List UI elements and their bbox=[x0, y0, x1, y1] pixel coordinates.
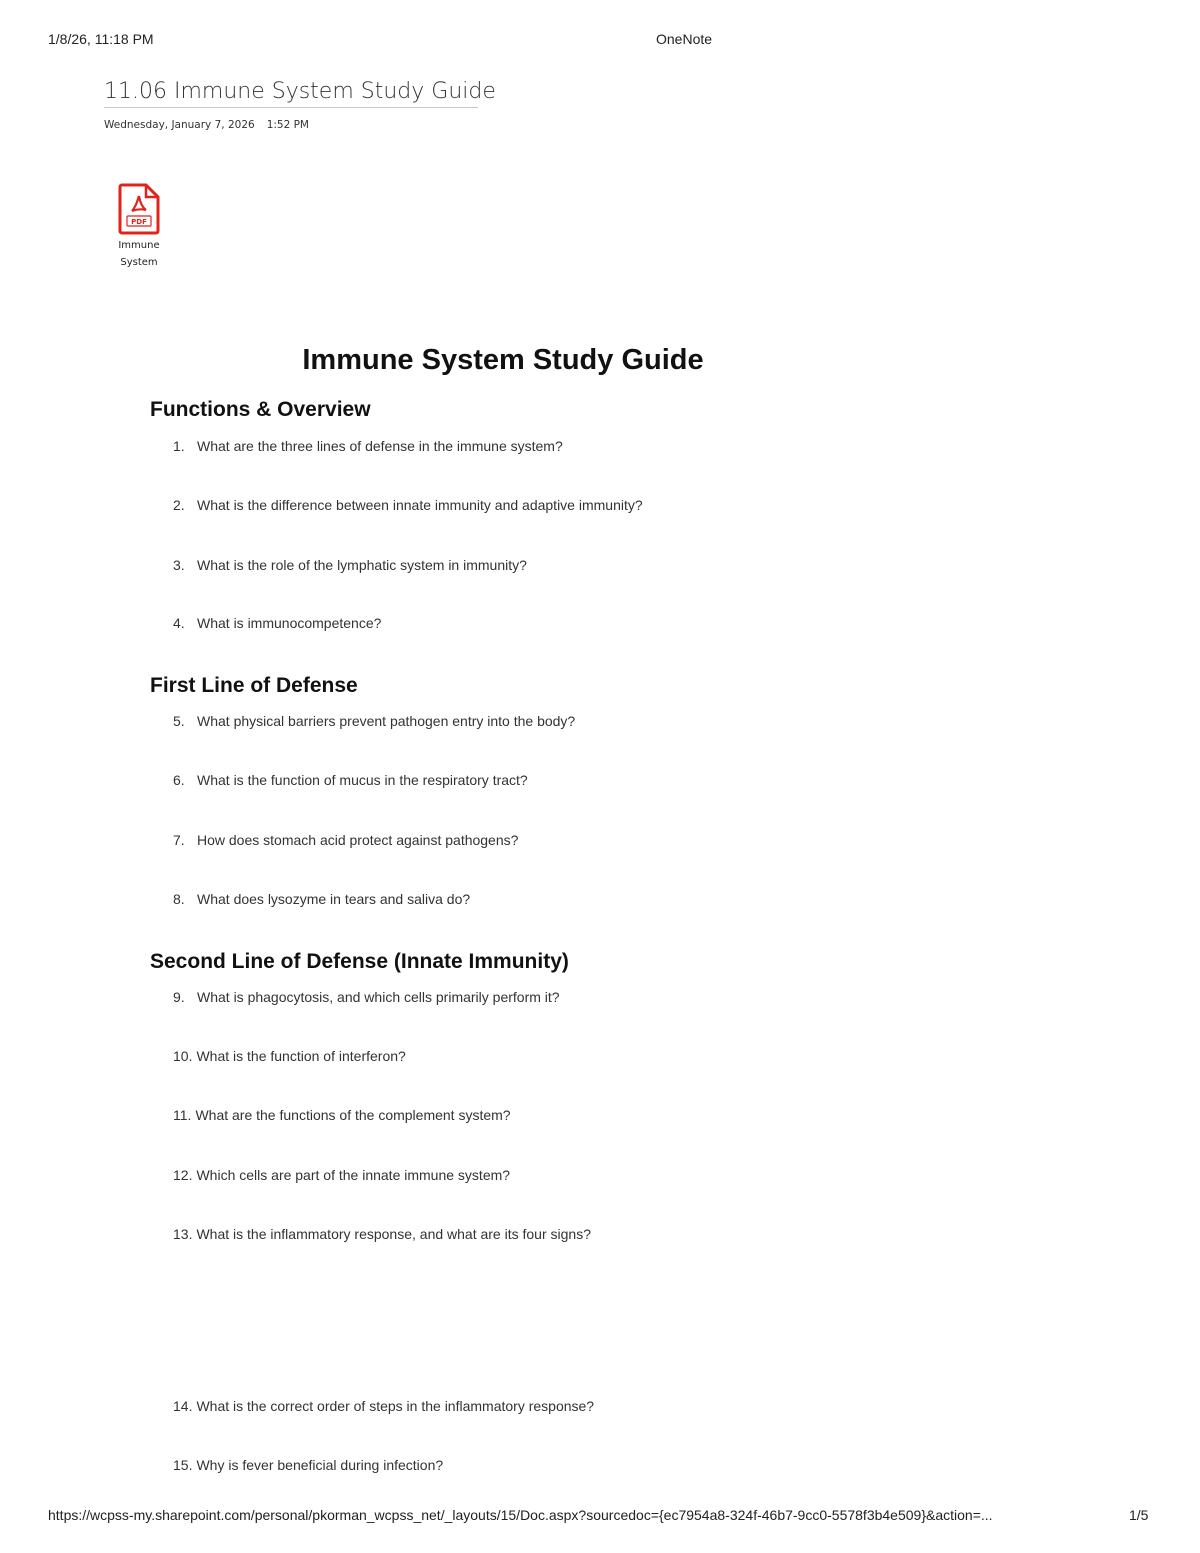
question-item bbox=[173, 713, 575, 729]
question-item bbox=[173, 832, 518, 848]
question-item bbox=[173, 1226, 591, 1242]
note-time-text: 1:52 PM bbox=[266, 119, 309, 131]
question-text: What physical barriers prevent pathogen entry into the body? bbox=[197, 713, 576, 729]
note-date bbox=[104, 119, 309, 131]
page-title[interactable]: 11.06 Immune System Study Guide bbox=[104, 79, 478, 108]
question-text: What is the correct order of steps in the inflammatory response? bbox=[196, 1398, 595, 1414]
question-item bbox=[173, 989, 560, 1005]
question-text: What does lysozyme in tears and saliva do? bbox=[197, 891, 471, 907]
question-item bbox=[173, 497, 643, 513]
question-number: 14. bbox=[173, 1398, 193, 1414]
attachment-label-line1: Immune bbox=[118, 240, 160, 251]
question-text: What is immunocompetence? bbox=[197, 615, 382, 631]
question-number: 13. bbox=[173, 1226, 193, 1242]
question-number: 11. bbox=[173, 1107, 192, 1123]
question-number: 1. bbox=[173, 438, 185, 454]
print-page-number: 1/5 bbox=[1129, 1507, 1149, 1523]
question-number: 8. bbox=[173, 891, 185, 907]
question-number: 9. bbox=[173, 989, 185, 1005]
question-text: What is phagocytosis, and which cells primarily perform it? bbox=[197, 989, 560, 1005]
attachment-label-line2: System bbox=[120, 257, 158, 268]
question-text: What is the function of interferon? bbox=[196, 1048, 406, 1064]
pdf-badge-text: PDF bbox=[131, 218, 147, 226]
question-item bbox=[173, 1107, 511, 1123]
section-heading-second-line: Second Line of Defense (Innate Immunity) bbox=[150, 950, 569, 973]
pdf-attachment[interactable] bbox=[104, 183, 174, 271]
question-item bbox=[173, 557, 527, 573]
document-title: Immune System Study Guide bbox=[302, 344, 704, 376]
question-number: 6. bbox=[173, 772, 185, 788]
print-footer-url: https://wcpss-my.sharepoint.com/personal/pkorman_wcpss_net/_layouts/15/Doc.aspx?sourcedoc={ec7954a8-324f-46b7-9cc0-5578f3b4e509}&action=... bbox=[48, 1507, 993, 1523]
pdf-icon bbox=[118, 183, 160, 235]
question-text: What are the three lines of defense in the immune system? bbox=[197, 438, 563, 454]
question-number: 7. bbox=[173, 832, 185, 848]
print-datetime: 1/8/26, 11:18 PM bbox=[48, 31, 154, 47]
question-item bbox=[173, 438, 563, 454]
question-item bbox=[173, 1167, 510, 1183]
question-text: How does stomach acid protect against pathogens? bbox=[197, 832, 519, 848]
question-item bbox=[173, 615, 381, 631]
question-text: What is the function of mucus in the respiratory tract? bbox=[197, 772, 528, 788]
question-item bbox=[173, 1457, 443, 1473]
print-app-name: OneNote bbox=[656, 31, 713, 47]
question-text: Which cells are part of the innate immune system? bbox=[196, 1167, 511, 1183]
attachment-label bbox=[104, 237, 174, 271]
question-number: 3. bbox=[173, 557, 185, 573]
question-item bbox=[173, 772, 528, 788]
question-text: What are the functions of the complement system? bbox=[195, 1107, 511, 1123]
note-date-text: Wednesday, January 7, 2026 bbox=[104, 119, 255, 131]
question-number: 4. bbox=[173, 615, 185, 631]
question-number: 15. bbox=[173, 1457, 193, 1473]
section-heading-first-line: First Line of Defense bbox=[150, 674, 358, 697]
question-number: 12. bbox=[173, 1167, 193, 1183]
question-text: What is the role of the lymphatic system in immunity? bbox=[197, 557, 527, 573]
question-item bbox=[173, 1398, 594, 1414]
section-heading-functions-overview: Functions & Overview bbox=[150, 398, 371, 421]
question-number: 2. bbox=[173, 497, 185, 513]
question-number: 10. bbox=[173, 1048, 193, 1064]
question-item bbox=[173, 1048, 406, 1064]
question-text: What is the inflammatory response, and what are its four signs? bbox=[196, 1226, 591, 1242]
question-item bbox=[173, 891, 470, 907]
question-number: 5. bbox=[173, 713, 185, 729]
question-text: Why is fever beneficial during infection? bbox=[196, 1457, 444, 1473]
question-text: What is the difference between innate immunity and adaptive immunity? bbox=[197, 497, 643, 513]
